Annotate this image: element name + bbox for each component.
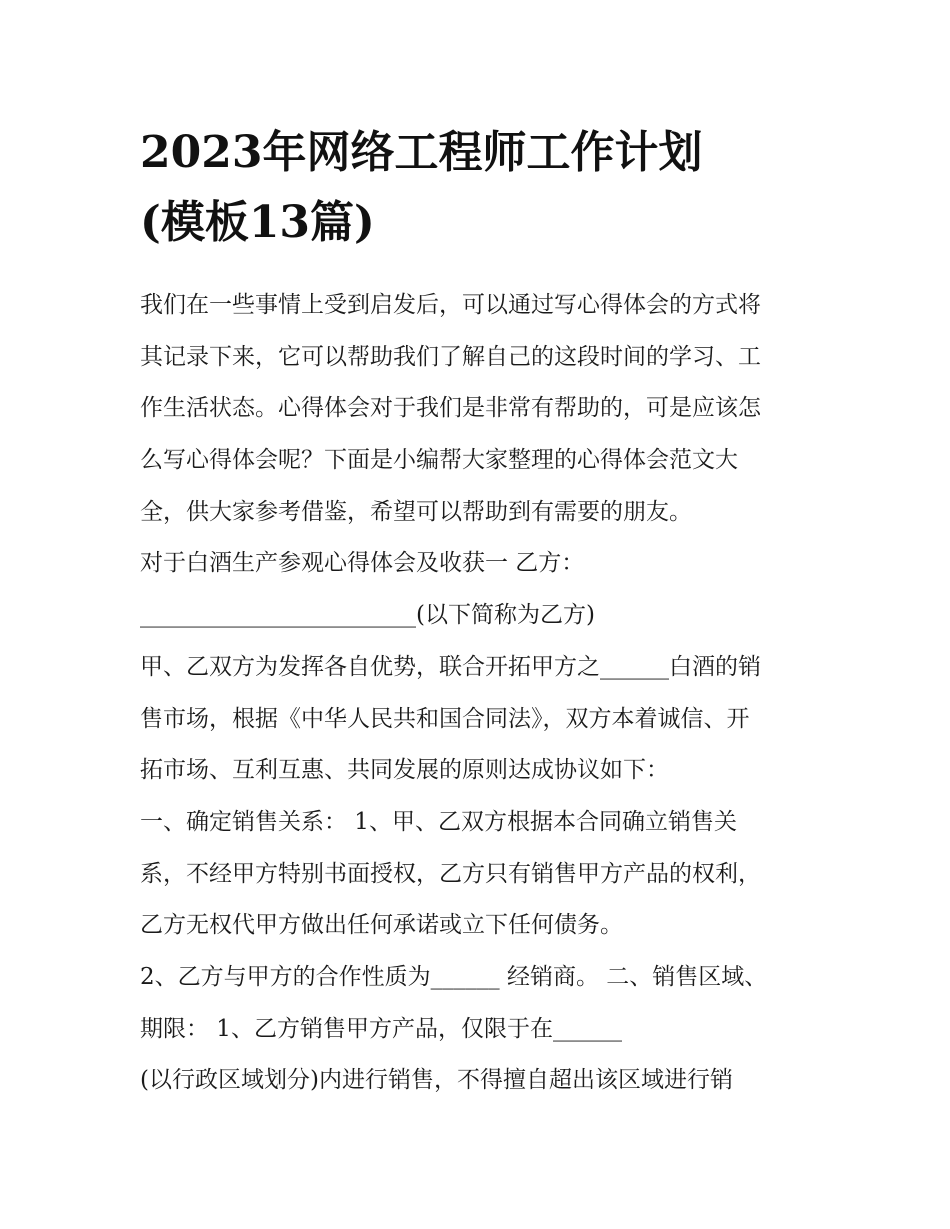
- body-line: 期限： 1、乙方销售甲方产品，仅限于在______: [140, 1015, 622, 1042]
- body-line: 么写心得体会呢？下面是小编帮大家整理的心得体会范文大: [140, 447, 738, 474]
- body-line: 售市场，根据《中华人民共和国合同法》，双方本着诚信、开: [140, 705, 750, 732]
- body-line: 乙方无权代甲方做出任何承诺或立下任何债务。: [140, 912, 623, 939]
- body-line: 作生活状态。心得体会对于我们是非常有帮助的，可是应该怎: [140, 395, 761, 422]
- document-title: [140, 118, 840, 258]
- title-line: (模板13篇): [140, 197, 375, 248]
- body-line: 拓市场、互利互惠、共同发展的原则达成协议如下：: [140, 757, 669, 784]
- body-line: 对于白酒生产参观心得体会及收获一 乙方：: [140, 550, 585, 577]
- body-line: 甲、乙双方为发挥各自优势，联合开拓甲方之______白酒的销: [140, 653, 761, 680]
- title-line: 2023年网络工程师工作计划: [140, 127, 703, 178]
- body-line: 一、确定销售关系： 1、甲、乙双方根据本合同确立销售关: [140, 808, 737, 835]
- body-line: 我们在一些事情上受到启发后，可以通过写心得体会的方式将: [140, 292, 761, 318]
- body-line: 2、乙方与甲方的合作性质为______ 经销商。 二、销售区域、: [140, 963, 768, 990]
- body-line: 其记录下来，它可以帮助我们了解自己的这段时间的学习、工: [140, 343, 761, 370]
- body-line: 全，供大家参考借鉴，希望可以帮助到有需要的朋友。: [140, 498, 692, 525]
- body-line: ________________________(以下简称为乙方): [140, 602, 595, 629]
- document-body: [140, 280, 820, 1107]
- body-line: 系，不经甲方特别书面授权，乙方只有销售甲方产品的权利，: [140, 860, 761, 887]
- body-line: (以行政区域划分)内进行销售，不得擅自超出该区域进行销: [140, 1067, 733, 1094]
